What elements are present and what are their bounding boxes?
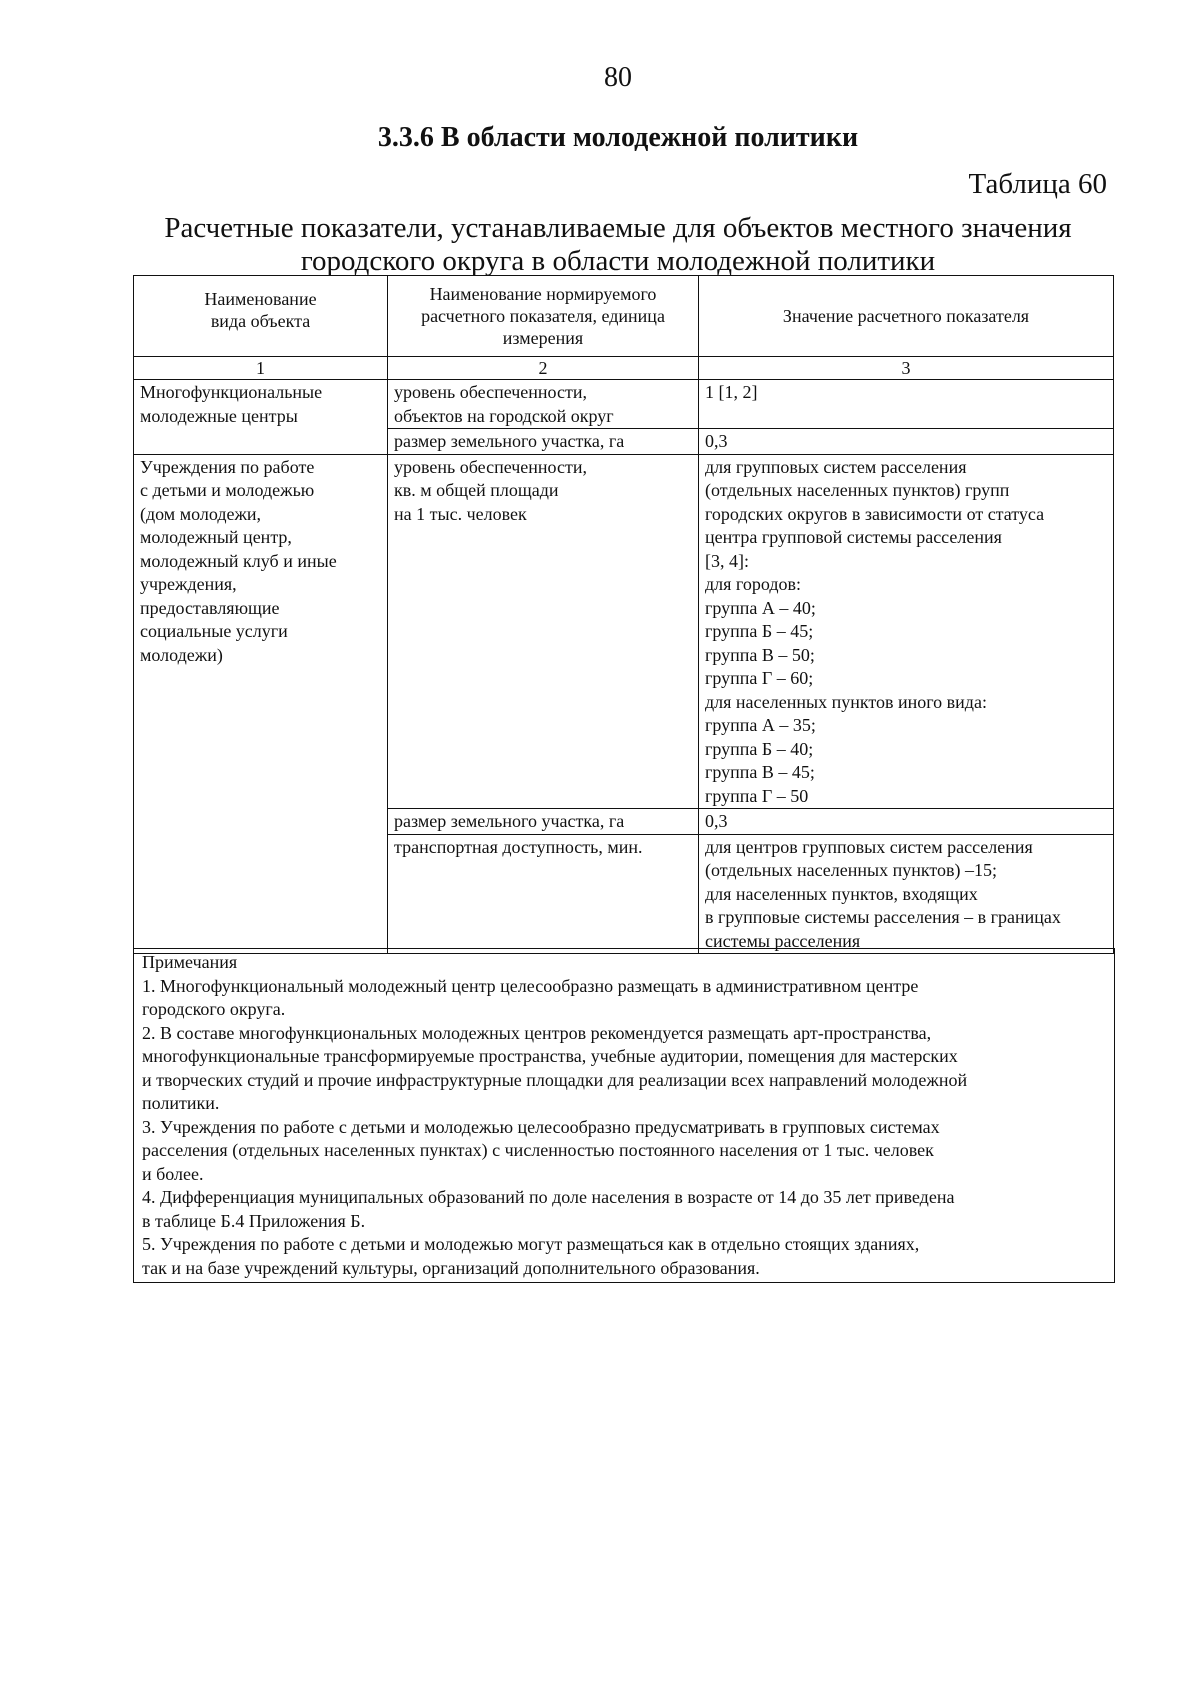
table-header-row — [134, 276, 1114, 357]
note-line: 4. Дифференциация муниципальных образований по доле населения в возрасте от 14 до 35 лет приведена — [142, 1187, 955, 1207]
table-number: Таблица 60 — [968, 168, 1107, 200]
note-line: в таблице Б.4 Приложения Б. — [142, 1210, 366, 1231]
value-cell — [699, 454, 1114, 809]
cell-line: с детьми и молодежью — [140, 480, 315, 500]
note-line: 3. Учреждения по работе с детьми и молодежью целесообразно предусматривать в групповых системах — [142, 1116, 940, 1137]
cell-line: на 1 тыс. человек — [394, 503, 527, 524]
cell-line: группа В – 50; — [705, 644, 815, 665]
cell-line: кв. м общей площади — [394, 480, 559, 500]
indicators-table — [133, 275, 1114, 954]
value-cell — [699, 380, 1114, 429]
note-line: 1. Многофункциональный молодежный центр целесообразно размещать в административном центре — [142, 975, 919, 996]
indicator-cell — [388, 380, 699, 429]
cell-line: молодежный клуб и иные — [140, 550, 337, 571]
cell-line: для центров групповых систем расселения — [705, 836, 1033, 857]
header-line: измерения — [502, 328, 584, 348]
cell-line: 0,3 — [705, 431, 728, 451]
cell-line: для населенных пунктов иного вида: — [705, 691, 987, 712]
header-object-type — [134, 276, 388, 357]
cell-line: группа А – 40; — [705, 597, 816, 618]
column-number-row — [134, 357, 1114, 380]
header-indicator — [388, 276, 699, 357]
cell-line: для групповых систем расселения — [705, 456, 967, 477]
cell-line: размер земельного участка, га — [394, 431, 625, 451]
indicator-cell — [388, 809, 699, 835]
cell-line: Учреждения по работе — [140, 456, 315, 477]
page-number: 80 — [604, 62, 632, 93]
cell-line: молодежный центр, — [140, 527, 292, 547]
cell-line: предоставляющие — [140, 597, 280, 618]
cell-line: Многофункциональные — [140, 382, 323, 402]
cell-line: 0,3 — [705, 811, 728, 831]
value-cell — [699, 429, 1114, 455]
cell-line: группа В – 45; — [705, 762, 815, 782]
cell-line: молодежи) — [140, 644, 223, 665]
cell-line: городских округов в зависимости от статуса — [705, 503, 1045, 524]
cell-line: размер земельного участка, га — [394, 811, 625, 831]
indicator-cell — [388, 429, 699, 455]
header-value — [699, 276, 1114, 357]
table-caption — [0, 212, 1200, 278]
indicator-cell — [388, 454, 699, 809]
cell-line: в групповые системы расселения – в границах — [705, 907, 1061, 927]
cell-line: учреждения, — [140, 574, 237, 594]
note-line: многофункциональные трансформируемые пространства, учебные аудитории, помещения для мастерских — [142, 1046, 958, 1066]
cell-line: уровень обеспеченности, — [394, 382, 587, 402]
cell-line: группа А – 35; — [705, 715, 816, 735]
note-line: и творческих студий и прочие инфраструктурные площадки для реализации всех направлений молодежной — [142, 1069, 968, 1090]
cell-line: объектов на городской округ — [394, 405, 614, 426]
cell-line: (отдельных населенных пунктов) групп — [705, 480, 1010, 500]
header-line: Значение расчетного показателя — [782, 306, 1030, 326]
cell-line: [3, 4]: — [705, 550, 749, 571]
note-line: политики. — [142, 1093, 220, 1113]
header-line: расчетного показателя, единица — [421, 306, 665, 326]
note-line: 5. Учреждения по работе с детьми и молодежью могут размещаться как в отдельно стоящих зданиях, — [142, 1234, 920, 1254]
cell-line: уровень обеспеченности, — [394, 456, 587, 477]
note-line: расселения (отдельных населенных пунктах) с численностью постоянного населения от 1 тыс. человек — [142, 1140, 934, 1160]
note-line: так и на базе учреждений культуры, организаций дополнительного образования. — [142, 1257, 760, 1278]
note-line: городского округа. — [142, 999, 286, 1019]
cell-line: 1 [1, 2] — [705, 382, 758, 402]
caption-line: Расчетные показатели, устанавливаемые для объектов местного значения — [164, 212, 1072, 244]
cell-line: для населенных пунктов, входящих — [705, 883, 978, 904]
value-cell — [699, 834, 1114, 954]
header-line: Наименование — [204, 289, 317, 309]
column-number: 3 — [699, 357, 1114, 380]
cell-line: молодежные центры — [140, 405, 298, 426]
cell-line: группа Б – 45; — [705, 621, 814, 641]
cell-line: для городов: — [705, 574, 801, 594]
note-line: 2. В составе многофункциональных молодежных центров рекомендуется размещать арт-пространства, — [142, 1022, 932, 1043]
caption-line: городского округа в области молодежной политики — [300, 245, 936, 277]
cell-line: транспортная доступность, мин. — [394, 836, 643, 857]
cell-line: группа Г – 60; — [705, 668, 814, 688]
cell-line: системы расселения — [705, 930, 861, 951]
value-cell — [699, 809, 1114, 835]
table-row — [134, 380, 1114, 429]
object-type-cell — [134, 380, 388, 455]
cell-line: (отдельных населенных пунктов) –15; — [705, 860, 997, 880]
cell-line: группа Г – 50 — [705, 785, 809, 806]
header-line: Наименование нормируемого — [429, 284, 657, 304]
cell-line: группа Б – 40; — [705, 738, 814, 759]
column-number: 1 — [134, 357, 388, 380]
indicator-cell — [388, 834, 699, 954]
cell-line: (дом молодежи, — [140, 503, 262, 524]
notes-box — [133, 948, 1115, 1283]
notes-title: Примечания — [142, 952, 238, 972]
cell-line: центра групповой системы расселения — [705, 527, 1002, 547]
table-row — [134, 454, 1114, 809]
column-number: 2 — [388, 357, 699, 380]
note-line: и более. — [142, 1163, 204, 1184]
cell-line: социальные услуги — [140, 621, 288, 641]
section-title: 3.3.6 В области молодежной политики — [377, 122, 859, 153]
header-line: вида объекта — [210, 311, 311, 331]
object-type-cell — [134, 454, 388, 954]
